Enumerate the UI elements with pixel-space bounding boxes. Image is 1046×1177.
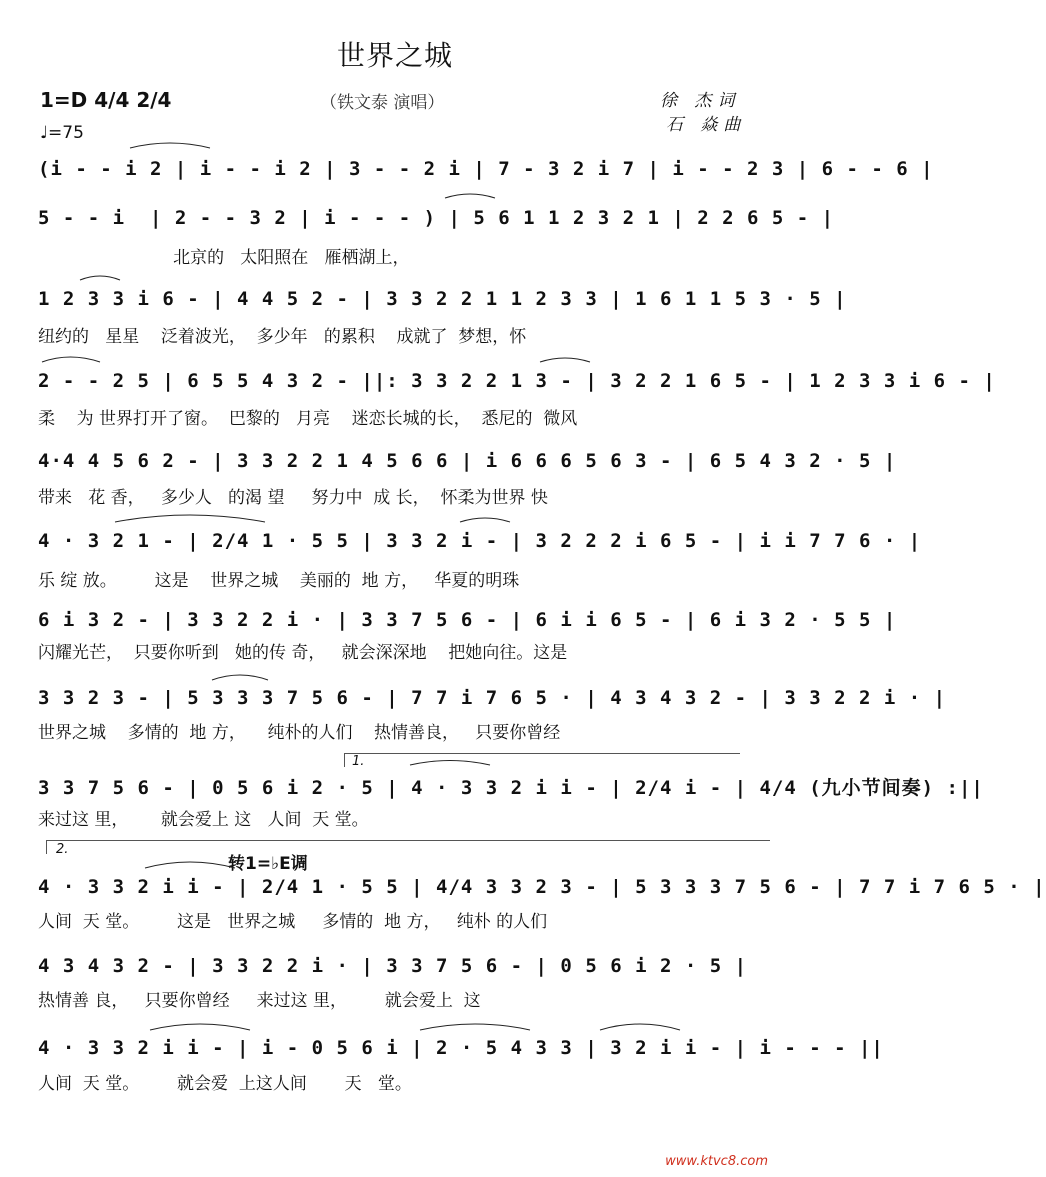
score-notes-line-5: 4·4 4 5 6 2 - | 3 3 2 2 1 4 5 6 6 | i 6 6 6 5 6 3 - | 6 5 4 3 2 · 5 |	[38, 450, 897, 472]
score-lyrics-line-11: 热情善 良， 只要你曾经 来过这 里， 就会爱上 这	[38, 991, 481, 1011]
slur	[80, 276, 120, 280]
slur	[460, 518, 510, 522]
slur	[600, 1024, 680, 1030]
tempo-marking: ♩=75	[40, 123, 84, 143]
score-notes-line-8: 3 3 2 3 - | 5 3 3 3 7 5 6 - | 7 7 i 7 6 5 · | 4 3 4 3 2 - | 3 3 2 2 i · |	[38, 687, 947, 709]
slur	[420, 1024, 530, 1030]
score-lyrics-line-10: 人间 天 堂。 这是 世界之城 多情的 地 方， 纯朴 的人们	[38, 912, 548, 932]
score-lyrics-line-4: 柔 为 世界打开了窗。 巴黎的 月亮 迷恋长城的长， 悉尼的 微风	[38, 409, 578, 429]
score-notes-line-12: 4 · 3 3 2 i i - | i - 0 5 6 i | 2 · 5 4 3 3 | 3 2 i i - | i - - - ||	[38, 1037, 884, 1059]
score-lyrics-line-3: 纽约的 星星 泛着波光， 多少年 的累积 成就了 梦想，怀	[38, 327, 527, 347]
score-notes-line-9: 3 3 7 5 6 - | 0 5 6 i 2 · 5 | 4 · 3 3 2 i i - | 2/4 i - | 4/4 (九小节间奏) :||	[38, 777, 984, 799]
score-notes-line-10: 4 · 3 3 2 i i - | 2/4 1 · 5 5 | 4/4 3 3 2 3 - | 5 3 3 3 7 5 6 - | 7 7 i 7 6 5 · |	[38, 876, 1046, 898]
score-notes-line-3: 1 2 3 3 i 6 - | 4 4 5 2 - | 3 3 2 2 1 1 2 3 3 | 1 6 1 1 5 3 · 5 |	[38, 288, 847, 310]
volta-1-label: 1.	[352, 754, 365, 769]
slur	[212, 675, 268, 680]
score-lyrics-line-2: 北京的 太阳照在 雁栖湖上，	[38, 248, 410, 268]
performer-credit: （铁文泰 演唱）	[320, 93, 445, 113]
slur	[42, 357, 100, 362]
slur	[145, 862, 235, 868]
key-change-marking: 转1=♭E调	[228, 854, 308, 874]
volta-2-label: 2.	[56, 842, 69, 857]
score-notes-line-1: (i - - i 2 | i - - i 2 | 3 - - 2 i | 7 - 3 2 i 7 | i - - 2 3 | 6 - - 6 |	[38, 158, 934, 180]
slur	[115, 515, 265, 522]
slur	[445, 194, 495, 198]
score-notes-line-11: 4 3 4 3 2 - | 3 3 2 2 i · | 3 3 7 5 6 - | 0 5 6 i 2 · 5 |	[38, 955, 748, 977]
score-notes-line-7: 6 i 3 2 - | 3 3 2 2 i · | 3 3 7 5 6 - | 6 i i 6 5 - | 6 i 3 2 · 5 5 |	[38, 609, 897, 631]
score-notes-line-6: 4 · 3 2 1 - | 2/4 1 · 5 5 | 3 3 2 i - | 3 2 2 2 i 6 5 - | i i 7 7 6 · |	[38, 530, 922, 552]
score-lyrics-line-9: 来过这 里， 就会爱上 这 人间 天 堂。	[38, 810, 369, 830]
composer-credit: 石 焱曲	[666, 115, 747, 135]
slur	[130, 143, 210, 148]
score-lyrics-line-8: 世界之城 多情的 地 方， 纯朴的人们 热情善良， 只要你曾经	[38, 723, 561, 743]
score-lyrics-line-12: 人间 天 堂。 就会爱 上这人间 天 堂。	[38, 1074, 412, 1094]
score-notes-line-2: 5 - - i | 2 - - 3 2 | i - - - ) | 5 6 1 1 2 3 2 1 | 2 2 6 5 - |	[38, 207, 835, 229]
song-title: 世界之城	[336, 39, 453, 72]
score-lyrics-line-7: 闪耀光芒， 只要你听到 她的传 奇， 就会深深地 把她向往。这是	[38, 643, 568, 663]
score-lyrics-line-6: 乐 绽 放。 这是 世界之城 美丽的 地 方， 华夏的明珠	[38, 571, 520, 591]
site-watermark: www.ktvc8.com	[665, 1154, 768, 1169]
lyricist-credit: 徐 杰词	[660, 91, 741, 111]
key-signature: 1=D 4/4 2/4	[40, 88, 172, 112]
slur	[410, 761, 490, 766]
score-notes-line-4: 2 - - 2 5 | 6 5 5 4 3 2 - ||: 3 3 2 2 1 3 - | 3 2 2 1 6 5 - | 1 2 3 3 i 6 - |	[38, 370, 996, 392]
score-lyrics-line-5: 带来 花 香， 多少人 的渴 望 努力中 成 长， 怀柔为世界 快	[38, 488, 548, 508]
slur	[540, 358, 590, 362]
slur	[150, 1024, 250, 1030]
